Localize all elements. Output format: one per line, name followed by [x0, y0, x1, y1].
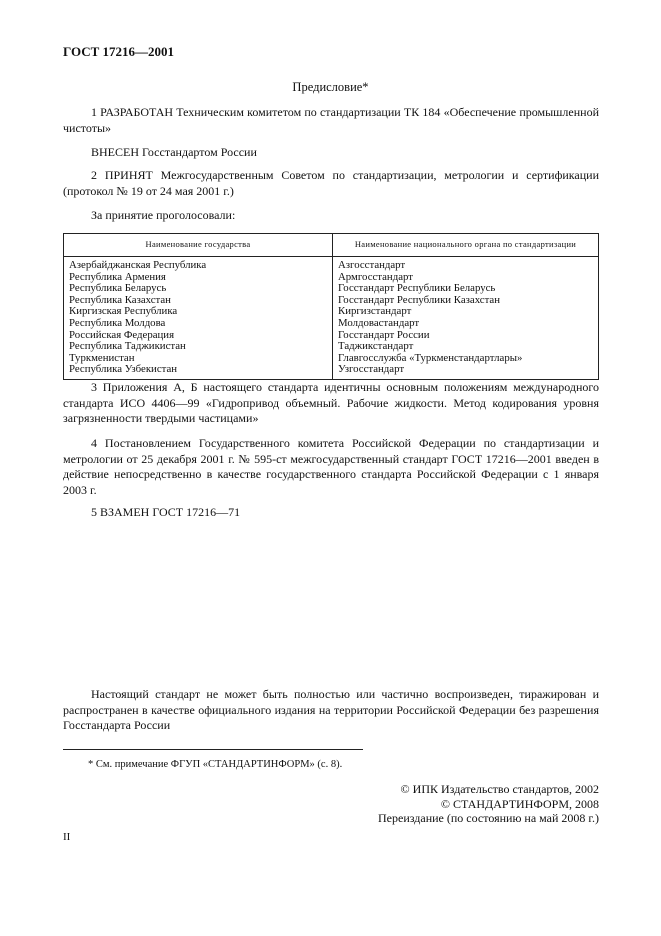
state-name: Киргизская Республика: [69, 305, 178, 318]
copyright-block: [300, 782, 599, 826]
column-header-state: Наименование государства: [64, 234, 333, 257]
reissue-line: Переиздание (по состоянию на май 2008 г.): [378, 811, 599, 825]
copyright-line-1: © ИПК Издательство стандартов, 2002: [400, 782, 599, 796]
reproduction-notice: Настоящий стандарт не может быть полностью или частично воспроизведен, тиражирован и распространен в качестве официального издания на территории Российской Федерации без разрешения Госстандарта России: [63, 687, 599, 732]
item-1-developed: 1 РАЗРАБОТАН Техническим комитетом по стандартизации ТК 184 «Обеспечение промышленной чистоты»: [63, 105, 599, 135]
voting-table: [63, 233, 599, 380]
standards-body-name: Госстандарт Республики Беларусь: [338, 282, 496, 295]
state-name: Республика Казахстан: [69, 293, 171, 306]
standards-body-name: Киргизстандарт: [338, 305, 412, 318]
state-name: Республика Таджикистан: [69, 340, 186, 353]
standards-body-name: Азгосстандарт: [338, 259, 406, 271]
item-3-annexes: 3 Приложения А, Б настоящего стандарта идентичны основным положениям международного стандарта ИСО 4406—99 «Гидропривод объемный. Рабочие жидкости. Метод кодирования уровня загрязненности твердыми частицами»: [63, 380, 599, 425]
state-name: Республика Армения: [69, 270, 166, 283]
standards-body-name: Госстандарт Республики Казахстан: [338, 293, 500, 306]
standards-body-name: Таджикстандарт: [338, 340, 414, 353]
states-column: [64, 257, 333, 380]
item-1-introduced: ВНЕСЕН Госстандартом России: [91, 145, 257, 159]
item-4-enactment: 4 Постановлением Государственного комитета Российской Федерации по стандартизации и метрологии от 25 декабря 2001 г. № 595-ст межгосударственный стандарт ГОСТ 17216—2001 введен в действие непосредственно в качестве государственного стандарта Российской Федерации с 1 января 2003 г.: [63, 436, 599, 497]
state-name: Российская Федерация: [69, 328, 175, 341]
page-title: Предисловие*: [292, 80, 369, 94]
state-name: Республика Молдова: [69, 316, 166, 329]
standards-body-name: Узгосстандарт: [338, 363, 405, 376]
standards-body-name: Главгосслужба «Туркменстандартлары»: [338, 351, 523, 364]
copyright-line-2: © СТАНДАРТИНФОРМ, 2008: [440, 796, 599, 811]
bodies-column: [333, 257, 599, 380]
standards-body-name: Армгосстандарт: [338, 270, 413, 283]
item-5-replaces: 5 ВЗАМЕН ГОСТ 17216—71: [91, 505, 241, 519]
state-name: Республика Узбекистан: [69, 363, 178, 376]
standards-body-name: Молдовастандарт: [338, 316, 420, 329]
column-header-body: Наименование национального органа по стандартизации: [333, 234, 599, 257]
footnote: * См. примечание ФГУП «СТАНДАРТИНФОРМ» (с. 8).: [88, 759, 343, 770]
footnote-divider: [63, 749, 363, 750]
document-code: ГОСТ 17216—2001: [63, 44, 175, 59]
state-name: Азербайджанская Республика: [69, 259, 207, 271]
voted-label: За принятие проголосовали:: [91, 208, 236, 222]
standards-body-name: Госстандарт России: [338, 328, 430, 341]
page-number: II: [63, 831, 71, 843]
item-2-adopted: 2 ПРИНЯТ Межгосударственным Советом по стандартизации, метрологии и сертификации (протокол № 19 от 24 мая 2001 г.): [63, 168, 599, 198]
state-name: Республика Беларусь: [69, 282, 167, 295]
state-name: Туркменистан: [69, 351, 135, 364]
